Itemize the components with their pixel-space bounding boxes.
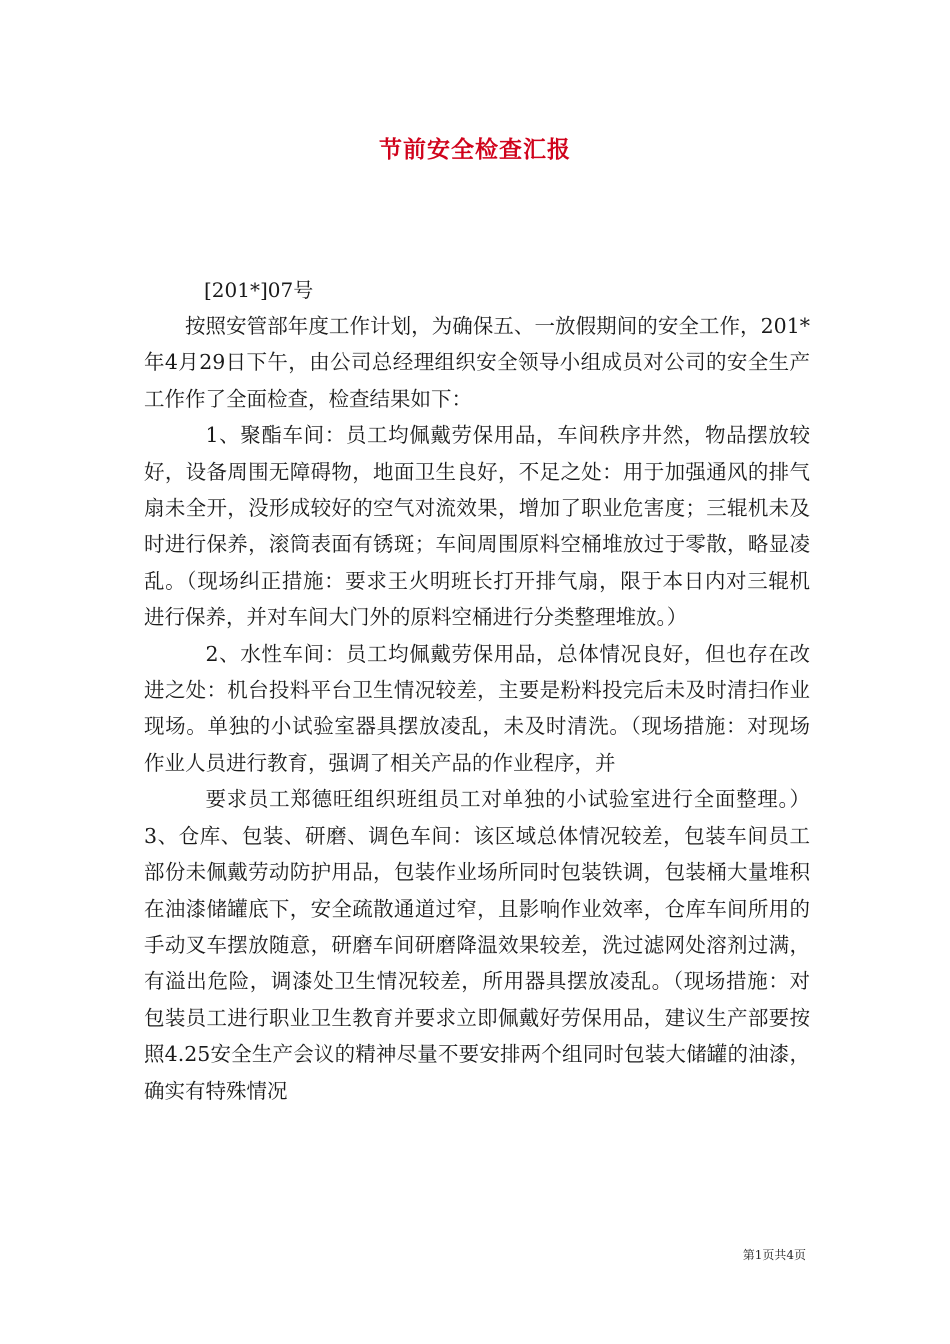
paragraph-warehouse-packaging: 要求员工郑德旺组织班组员工对单独的小试验室进行全面整理。）3、仓库、包装、研磨、调色车间：该区域总体情况较差，包装车间员工部份未佩戴劳动防护用品，包装作业场所同时包装铁调，包装桶大量堆积在油漆储罐底下，安全疏散通道过窄，且影响作业效率，仓库车间所用的手动叉车摆放随意，研磨车间研磨降温效果较差，洗过滤网处溶剂过满，有溢出危险，调漆处卫生情况较差，所用器具摆放凌乱。（现场措施：对包装员工进行职业卫生教育并要求立即佩戴好劳保用品，建议生产部要按照4.25安全生产会议的精神尽量不要安排两个组同时包装大储罐的油漆，确实有特殊情况: [144, 787, 810, 1103]
paragraph-waterborne-workshop: 2、水性车间：员工均佩戴劳保用品，总体情况良好，但也存在改进之处：机台投料平台卫生情况较差，主要是粉料投完后未及时清扫作业现场。单独的小试验室器具摆放凌乱，未及时清洗。（现场措施：对现场作业人员进行教育，强调了相关产品的作业程序，并: [144, 641, 810, 775]
page-number: 第1页共4页: [742, 1248, 806, 1262]
document-body: [144, 308, 810, 1109]
document-title: 节前安全检查汇报: [379, 136, 571, 163]
document-number: [201*]07号: [204, 278, 314, 302]
paragraph-polyester-workshop: 1、聚酯车间：员工均佩戴劳保用品，车间秩序井然，物品摆放较好，设备周围无障碍物，地面卫生良好，不足之处：用于加强通风的排气扇未全开，没形成较好的空气对流效果，增加了职业危害度；三辊机未及时进行保养，滚筒表面有锈斑；车间周围原料空桶堆放过于零散，略显凌乱。（现场纠正措施：要求王火明班长打开排气扇，限于本日内对三辊机进行保养，并对车间大门外的原料空桶进行分类整理堆放。）: [144, 423, 810, 630]
paragraph-intro: 按照安管部年度工作计划，为确保五、一放假期间的安全工作，201*年4月29日下午，由公司总经理组织安全领导小组成员对公司的安全生产工作作了全面检查，检查结果如下：: [144, 314, 810, 411]
